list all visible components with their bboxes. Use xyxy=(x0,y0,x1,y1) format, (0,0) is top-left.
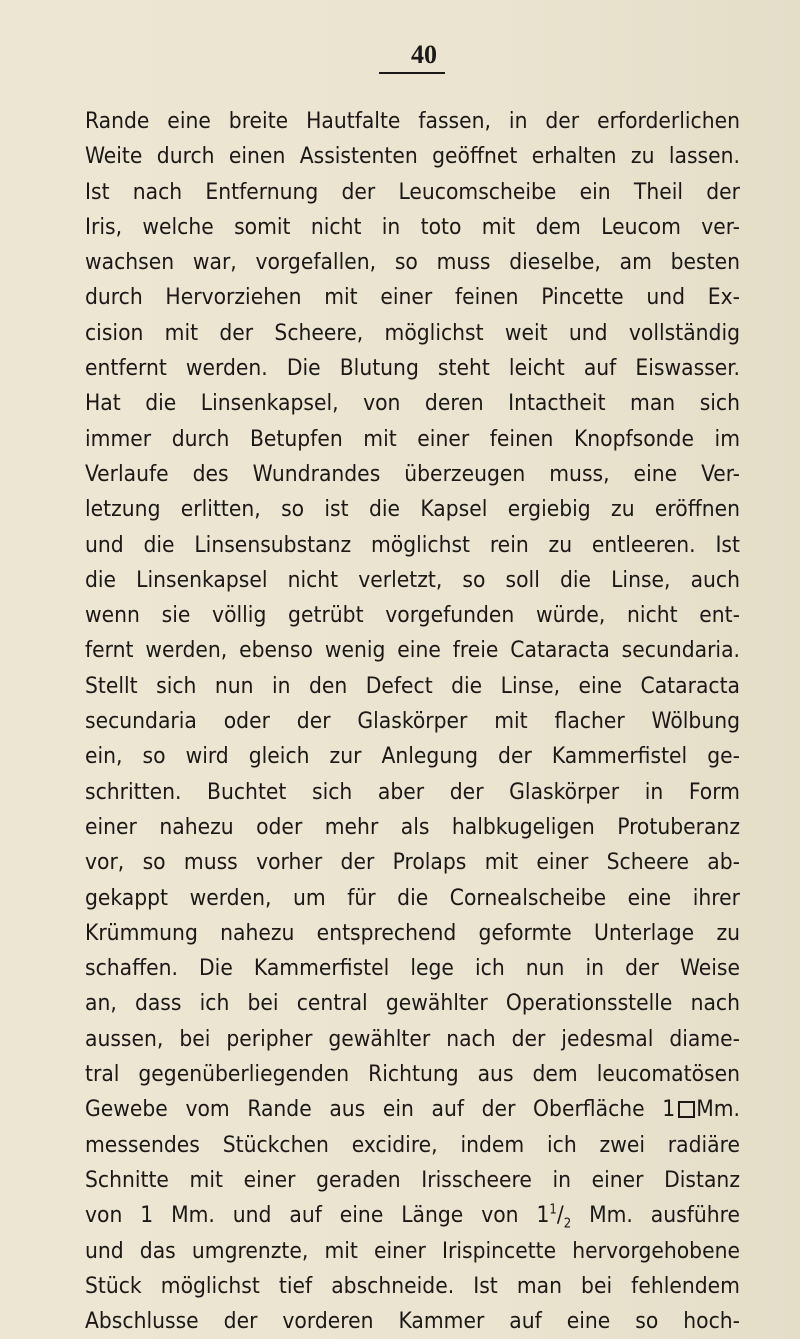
text-segment: Mm. xyxy=(696,1096,740,1123)
text-line: Abschlusse der vorderen Kammer auf eine so hoch- xyxy=(85,1308,740,1335)
text-line: Verlaufe des Wundrandes überzeugen muss, eine Ver- xyxy=(85,460,740,487)
text-line: Stück möglichst tief abschneide. Ist man bei fehlendem xyxy=(85,1272,740,1299)
text-line: messendes Stückchen excidire, indem ich zwei radiäre xyxy=(85,1131,740,1158)
fraction-numerator: 1 xyxy=(549,1202,557,1218)
text-line: Ist nach Entfernung der Leucomscheibe ein Theil der xyxy=(85,178,740,205)
text-line: fernt werden, ebenso wenig eine freie Cataracta secundaria. xyxy=(85,637,740,664)
text-line: gekappt werden, um für die Cornealscheibe eine ihrer xyxy=(85,884,740,911)
text-line: Iris, welche somit nicht in toto mit dem Leucom ver- xyxy=(85,213,740,240)
text-line: entfernt werden. Die Blutung steht leicht auf Eiswasser. xyxy=(85,355,740,382)
text-segment: Mm. ausführe xyxy=(571,1202,740,1229)
text-line: wachsen war, vorgefallen, so muss dieselbe, am besten xyxy=(85,249,740,276)
text-line: schaffen. Die Kammerfistel lege ich nun in der Weise xyxy=(85,955,740,982)
text-segment: Gewebe vom Rande aus ein auf der Oberfläche 1 xyxy=(85,1096,676,1123)
text-segment: von 1 Mm. und auf eine Länge von 1 xyxy=(85,1202,550,1229)
text-line: die Linsenkapsel nicht verletzt, so soll die Linse, auch xyxy=(85,566,740,593)
text-line: Krümmung nahezu entsprechend geformte Unterlage zu xyxy=(85,919,740,946)
fraction-denominator: 2 xyxy=(563,1216,572,1232)
square-symbol-icon xyxy=(678,1101,695,1118)
text-line: einer nahezu oder mehr als halbkugeligen Protuberanz xyxy=(85,813,740,840)
text-line: Stellt sich nun in den Defect die Linse, eine Cataracta xyxy=(85,672,740,699)
body-text xyxy=(85,104,740,1339)
page-number xyxy=(0,40,800,74)
text-line-with-fraction: von 1 Mm. und auf eine Länge von $1^1/_2$ Mm. ausführe xyxy=(85,1202,740,1232)
text-line: schritten. Buchtet sich aber der Glaskörper in Form xyxy=(85,778,740,805)
text-line-with-square xyxy=(85,1092,740,1127)
page-number-text: 40 xyxy=(379,40,445,74)
text-line: immer durch Betupfen mit einer feinen Knopfsonde im xyxy=(85,425,740,452)
text-line: wenn sie völlig getrübt vorgefunden würde, nicht ent- xyxy=(85,602,740,629)
text-line: cision mit der Scheere, möglichst weit und vollständig xyxy=(85,319,740,346)
text-line: Hat die Linsenkapsel, von deren Intactheit man sich xyxy=(85,390,740,417)
text-line: durch Hervorziehen mit einer feinen Pincette und Ex- xyxy=(85,284,740,311)
text-line: und das umgrenzte, mit einer Irispincette hervorgehobene xyxy=(85,1237,740,1264)
text-line: an, dass ich bei central gewählter Operationsstelle nach xyxy=(85,990,740,1017)
text-line: aussen, bei peripher gewählter nach der jedesmal diame- xyxy=(85,1025,740,1052)
text-line: secundaria oder der Glaskörper mit flacher Wölbung xyxy=(85,708,740,735)
text-line: und die Linsensubstanz möglichst rein zu entleeren. Ist xyxy=(85,531,740,558)
text-line: tral gegenüberliegenden Richtung aus dem leucomatösen xyxy=(85,1061,740,1088)
text-line: letzung erlitten, so ist die Kapsel ergiebig zu eröffnen xyxy=(85,496,740,523)
text-line: ein, so wird gleich zur Anlegung der Kammerfistel ge- xyxy=(85,743,740,770)
text-line: Weite durch einen Assistenten geöffnet erhalten zu lassen. xyxy=(85,143,740,170)
text-line: Rande eine breite Hautfalte fassen, in der erforderlichen xyxy=(85,108,740,134)
text-line: vor, so muss vorher der Prolaps mit einer Scheere ab- xyxy=(85,849,740,876)
text-line: Schnitte mit einer geraden Irisscheere in einer Distanz xyxy=(85,1166,740,1193)
